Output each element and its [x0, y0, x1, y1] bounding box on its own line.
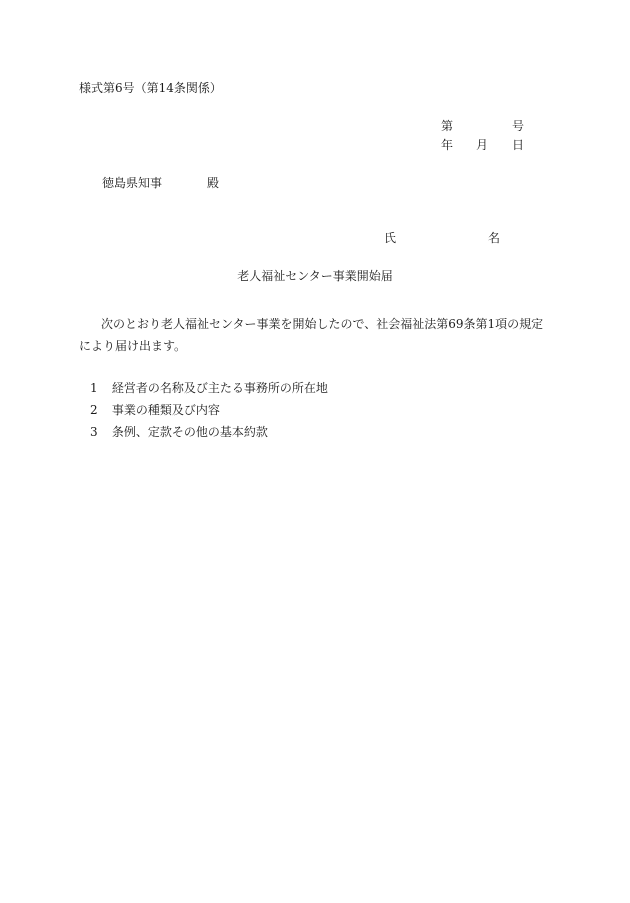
item-text: 事業の種類及び内容	[111, 403, 220, 417]
item-text: 経営者の名称及び主たる事務所の所在地	[111, 381, 328, 395]
date-day-label: 日	[512, 138, 525, 152]
body-paragraph: 次のとおり老人福祉センター事業を開始したので、社会福祉法第69条第1項の規定により届け出ます。	[79, 317, 544, 353]
applicant-name-label-mei: 名	[488, 231, 501, 245]
list-item	[90, 377, 328, 399]
item-number: 2	[90, 403, 98, 417]
document-title: 老人福祉センター事業開始届	[237, 269, 393, 283]
date-year-label: 年	[441, 138, 454, 152]
item-text: 条例、定款その他の基本約款	[111, 425, 268, 439]
item-number: 3	[90, 425, 98, 439]
item-list	[90, 377, 328, 443]
list-item	[90, 399, 328, 421]
addressee-name: 徳島県知事	[102, 176, 163, 190]
document-number-suffix: 号	[512, 119, 525, 133]
addressee-honorific: 殿	[207, 176, 220, 190]
form-number: 様式第6号（第14条関係）	[79, 81, 222, 95]
document-number-prefix: 第	[441, 119, 454, 133]
date-month-label: 月	[476, 138, 489, 152]
item-number: 1	[90, 381, 98, 395]
list-item	[90, 421, 328, 443]
applicant-name-label-shi: 氏	[384, 231, 397, 245]
